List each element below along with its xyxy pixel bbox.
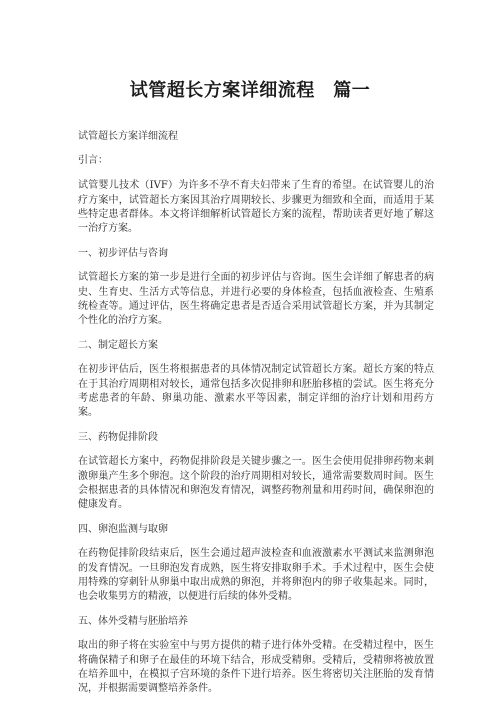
- document-title: 试管超长方案详细流程 篇一: [129, 80, 371, 101]
- document-body: [78, 130, 434, 696]
- section-heading-3: 三、药物促排阶段: [78, 432, 158, 444]
- section-text-1: 试管超长方案的第一步是进行全面的初步评估与咨询。医生会详细了解患者的病史、生育史、生活方式等信息，并进行必要的身体检查，包括血液检查、生殖系统检查等。通过评估，医生将确定患者是否适合采用试管超长方案，并为其制定个性化的治疗方案。: [78, 272, 434, 327]
- section-text-4: 在药物促排阶段结束后，医生会通过超声波检查和血液激素水平测试来监测卵泡的发育情况。一旦卵泡发育成熟，医生将安排取卵手术。手术过程中，医生会使用特殊的穿刺针从卵巢中取出成熟的卵泡，并将卵泡内的卵子收集起来。同时，也会收集男方的精液，以便进行后续的体外受精。: [78, 548, 434, 603]
- section-heading-4: 四、卵泡监测与取卵: [78, 524, 168, 536]
- section-text-5: 取出的卵子将在实验室中与男方提供的精子进行体外受精。在受精过程中，医生将确保精子和卵子在最佳的环境下结合，形成受精卵。受精后，受精卵将被放置在培养皿中，在模拟子宫环境的条件下进行培养。医生将密切关注胚胎的发育情况，并根据需要调整培养条件。: [78, 640, 434, 695]
- section-heading-2: 二、制定超长方案: [78, 340, 158, 352]
- section-text-2: 在初步评估后，医生将根据患者的具体情况制定试管超长方案。超长方案的特点在于其治疗周期相对较长，通常包括多次促排卵和胚胎移植的尝试。医生将充分考虑患者的年龄、卵巢功能、激素水平等因素，制定详细的治疗计划和用药方案。: [78, 364, 434, 419]
- section-heading-5: 五、体外受精与胚胎培养: [78, 616, 188, 628]
- intro-label: 引言：: [78, 155, 108, 167]
- section-text-3: 在试管超长方案中，药物促排阶段是关键步骤之一。医生会使用促排卵药物来刺激卵巢产生多个卵泡。这个阶段的治疗周期相对较长，通常需要数周时间。医生会根据患者的具体情况和卵泡发育情况，调整药物剂量和用药时间，确保卵泡的健康发育。: [78, 456, 434, 511]
- section-heading-1: 一、初步评估与咨询: [78, 248, 168, 260]
- document-subtitle: 试管超长方案详细流程: [78, 131, 178, 142]
- intro-paragraph: 试管婴儿技术（IVF）为许多不孕不育夫妇带来了生育的希望。在试管婴儿的治疗方案中，试管超长方案因其治疗周期较长、步骤更为细致和全面，而适用于某些特定患者群体。本文将详细解析试管超长方案的流程，帮助读者更好地了解这一治疗方案。: [78, 180, 434, 235]
